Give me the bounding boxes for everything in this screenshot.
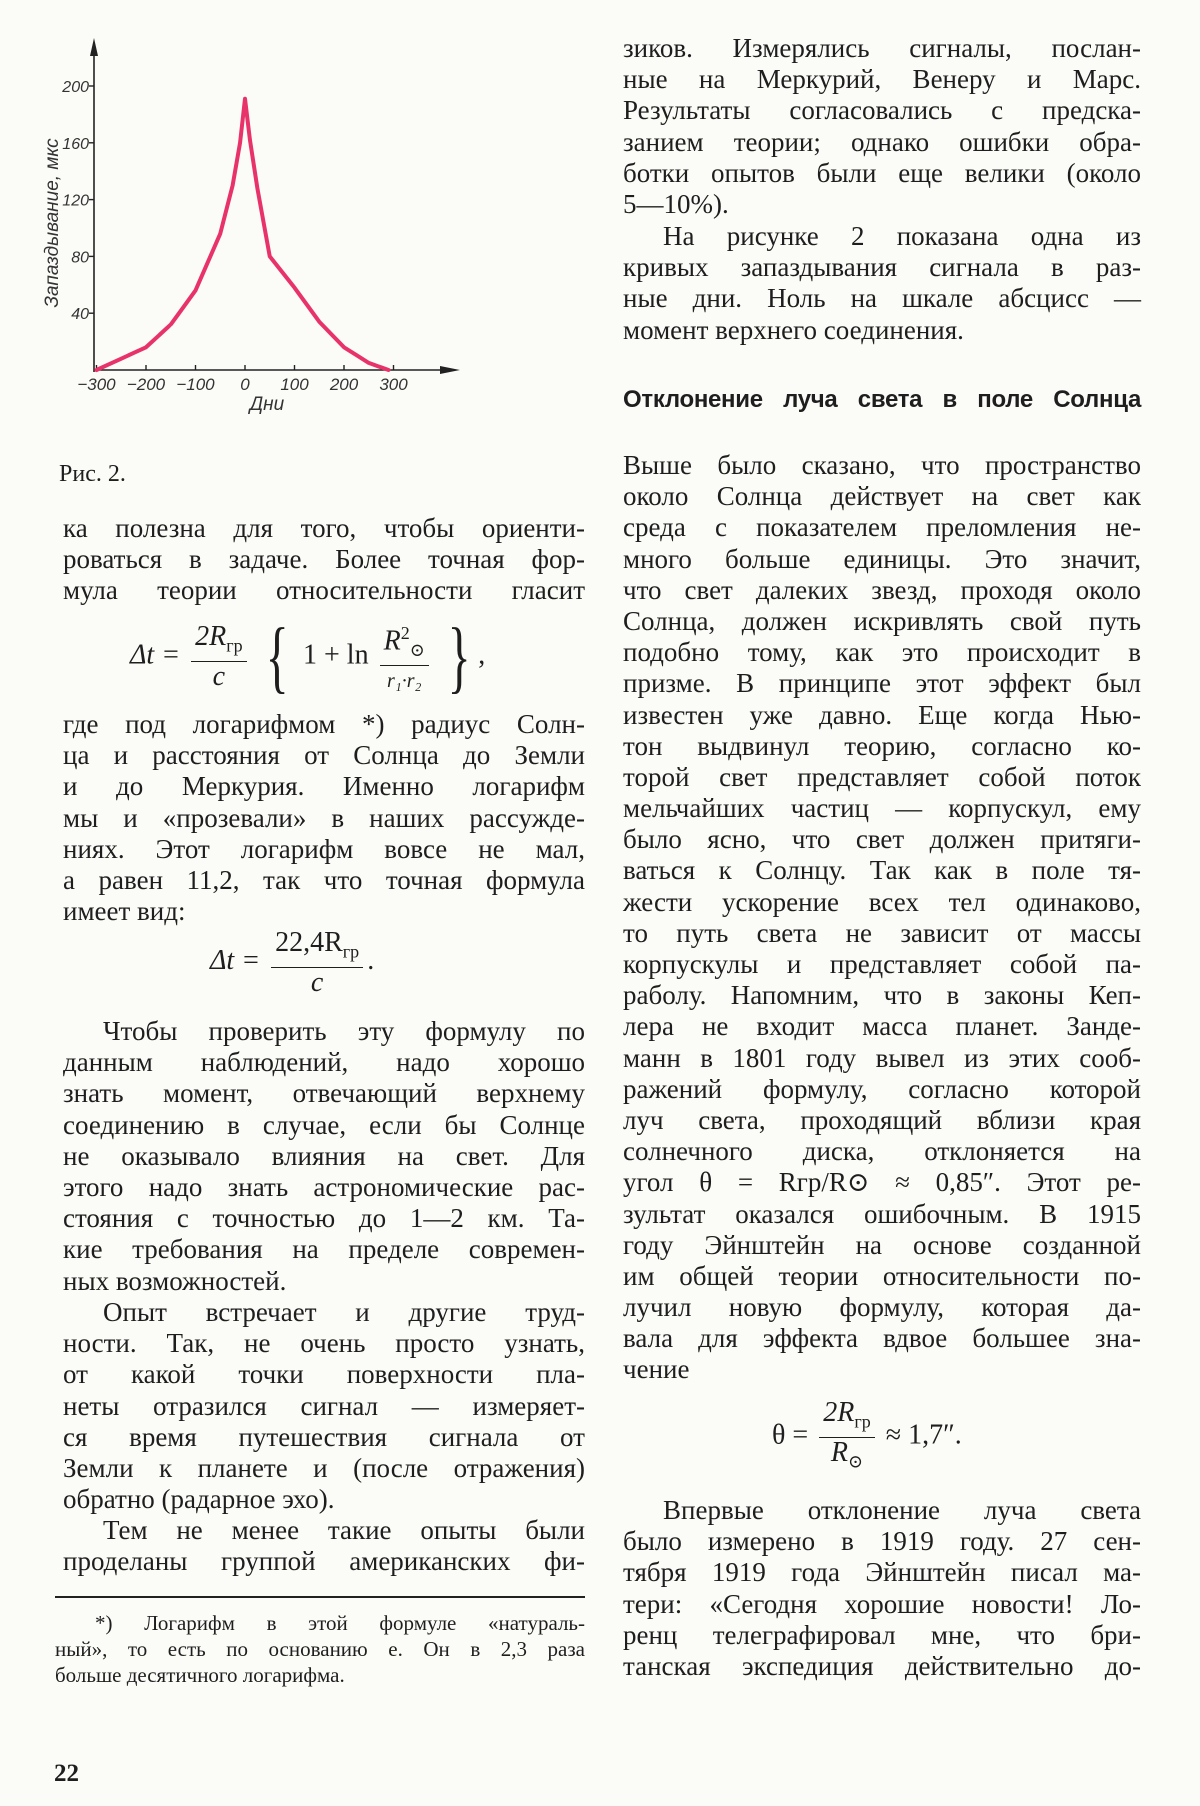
text-line: момент верхнего соединения. [623, 314, 964, 345]
delay-curve [97, 99, 389, 370]
text-line: мельчайших частиц — корпускул, ему [623, 793, 1141, 824]
formula-tail: , [478, 639, 486, 671]
text-line: мула теории относительности гласит [63, 575, 585, 606]
text-line: среда с показателем преломления не- [623, 512, 1141, 543]
text-line: около Солнца действует на свет как [623, 481, 1141, 512]
text-line: стояния с точностью до 1—2 км. Та- [63, 1203, 585, 1234]
text-line: кие требования на пределе современ- [63, 1234, 585, 1265]
text-line: роваться в задаче. Более точная фор- [63, 544, 585, 575]
y-tick-label: 40 [71, 306, 89, 324]
text-line: обратно (радарное эхо). [63, 1484, 335, 1515]
footnote [55, 1610, 585, 1688]
text-line: было ясно, что свет должен притяги- [623, 824, 1141, 855]
y-axis-arrow-icon [90, 38, 98, 56]
formula-lhs: Δt = [210, 945, 261, 977]
x-tick-label: 100 [280, 375, 309, 394]
text-line: мы и «прозевали» в наших рассужде- [63, 802, 585, 833]
text-line: корпускулы и представляет собой па- [623, 949, 1141, 979]
footnote-line: больше десятичного логарифма. [55, 1663, 345, 1687]
text-line: известен уже давно. Еще когда Нью- [623, 699, 1141, 730]
text-line: Опыт встречает и другие труд- [103, 1297, 585, 1327]
left-paragraph-5 [63, 1515, 585, 1577]
text-line: ботки опытов были еще велики (около [623, 157, 1141, 188]
text-line: где под логарифмом *) радиус Солн- [63, 709, 585, 739]
text-line: занием теории; однако ошибки обра- [623, 126, 1141, 157]
text-line: луч света, проходящий вблизи края [623, 1104, 1141, 1135]
x-axis-label: Дни [249, 394, 285, 415]
formula-deflection [772, 1398, 962, 1476]
text-line: неты отразился сигнал — измеряет- [63, 1390, 585, 1421]
text-line: данным наблюдений, надо хорошо [63, 1047, 585, 1078]
inner-numerator: R [383, 625, 401, 657]
text-line: то путь света не зависит от массы [623, 917, 1141, 948]
text-line: подобно тому, как это происходит в [623, 637, 1141, 668]
numerator: 2R [823, 1397, 855, 1428]
text-line: много больше единицы. Это значит, [623, 543, 1141, 574]
text-line: 5—10%). [623, 188, 729, 219]
text-line: На рисунке 2 показана одна из [663, 221, 1141, 251]
x-tick-label: −300 [77, 375, 116, 394]
text-line: призме. В принципе этот эффект был [623, 668, 1141, 699]
text-line: этого надо знать астрономические рас- [63, 1171, 585, 1202]
x-tick-label: −100 [176, 375, 215, 394]
right-paragraph-4 [623, 1495, 1141, 1682]
left-paragraph-3 [63, 1016, 585, 1297]
numerator: 22,4R [275, 927, 343, 958]
formula-lhs: Δt = [130, 639, 181, 671]
y-tick-label: 160 [62, 135, 89, 153]
text-line: тон выдвинул теорию, согласно ко- [623, 730, 1141, 761]
text-line: Солнца, должен искривлять свой путь [623, 605, 1141, 636]
inner-sup: 2 [400, 623, 410, 643]
numerator-sub: гр [854, 1411, 871, 1432]
left-paragraph-2 [63, 709, 585, 927]
text-line: чение [623, 1354, 690, 1385]
numerator-sub: гр [342, 941, 360, 962]
one-plus-ln: 1 + ln [303, 639, 369, 671]
y-tick-label: 120 [62, 192, 89, 210]
text-line: тября 1919 года Эйнштейн писал ма- [623, 1557, 1141, 1588]
text-line: Чтобы проверить эту формулу по [103, 1016, 585, 1046]
text-line: манн в 1801 году вывел из этих сооб- [623, 1042, 1141, 1073]
footnote-divider [55, 1596, 585, 1598]
text-line: тери: «Сегодня хорошие новости! Ло- [623, 1588, 1141, 1619]
text-line: ренц телеграфировал мне, что бри- [623, 1619, 1141, 1650]
x-tick-label: 200 [329, 375, 359, 394]
denominator-sub: ⊙ [847, 1451, 864, 1472]
footnote-line: ный», то есть по основанию e. Он в 2,3 раза [55, 1637, 585, 1661]
text-line: зиков. Измерялись сигналы, послан- [623, 33, 1141, 63]
x-tick-label: 0 [240, 375, 250, 394]
text-line: было измерено в 1919 году. 27 сен- [623, 1526, 1141, 1557]
text-line: Тем не менее такие опыты были [103, 1515, 585, 1545]
text-line: ниях. Этот логарифм вовсе не мал, [63, 833, 585, 864]
text-line: лучил новую формулу, которая да- [623, 1292, 1141, 1323]
y-axis-label: Запаздывание, мкс [42, 138, 63, 308]
text-line: соединению в случае, если бы Солнце [63, 1109, 585, 1140]
denominator: c [212, 660, 226, 692]
text-line: знать момент, отвечающий верхнему [63, 1078, 585, 1109]
text-line: ные дни. Ноль на шкале абсцисс — [623, 283, 1141, 314]
formula-tail: ≈ 1,7″. [885, 1419, 962, 1451]
text-line: ся время путешествия сигнала от [63, 1421, 585, 1452]
text-line: и до Меркурия. Именно логарифм [63, 771, 585, 802]
text-line: жести ускорение всех тел одинаково, [623, 886, 1141, 917]
text-line: не оказывало влияния на свет. Для [63, 1140, 585, 1171]
x-tick-label: −200 [126, 375, 166, 394]
section-heading: Отклонение луча света в поле Солнца [623, 386, 1141, 413]
text-line: ражений формулу, согласно которой [623, 1073, 1141, 1104]
text-line: им общей теории относительности по- [623, 1260, 1141, 1291]
text-line: что свет далеких звезд, проходя около [623, 574, 1141, 605]
y-tick-label: 80 [71, 249, 89, 267]
text-line: ных возможностей. [63, 1265, 287, 1296]
denominator: R [830, 1436, 848, 1468]
text-line: Результаты согласовались с предска- [623, 95, 1141, 126]
formula-delay-exact: Δt = $\frac{2R_{гр}}{c}$ { 1 + ln $\frac{R^2_⊙}{\text{r₁·r₂}}$ } , [130, 612, 486, 701]
text-line: от какой точки поверхности пла- [63, 1359, 585, 1390]
denominator: c [310, 966, 324, 998]
delay-chart [0, 0, 480, 430]
text-line: лера не входит масса планет. Занде- [623, 1011, 1141, 1042]
text-line: вала для эффекта вдвое большее зна- [623, 1323, 1141, 1354]
right-paragraph-2 [623, 221, 1141, 346]
text-line: кривых запаздывания сигнала в раз- [623, 252, 1141, 283]
formula-tail: . [367, 945, 375, 977]
text-line: Впервые отклонение луча света [663, 1495, 1141, 1525]
text-line: ца и расстояния от Солнца до Земли [63, 740, 585, 771]
right-paragraph-1 [623, 33, 1141, 220]
text-line: году Эйнштейн на основе созданной [623, 1229, 1141, 1260]
numerator-sub: гр [226, 635, 243, 656]
numerator: 2R [195, 621, 227, 653]
text-line: Земли к планете и (после отражения) [63, 1452, 585, 1483]
text-line: ности. Так, не очень просто узнать, [63, 1328, 585, 1359]
text-line: ка полезна для того, чтобы ориенти- [63, 513, 585, 543]
x-tick-label: 300 [379, 375, 408, 394]
text-line: а равен 11,2, так что точная формула [63, 864, 585, 895]
left-paragraph-1 [63, 513, 585, 607]
footnote-line: *) Логарифм в этой формуле «натураль- [95, 1611, 585, 1635]
text-line: угол θ = Rгр/R⊙ ≈ 0,85″. Этот ре- [623, 1167, 1141, 1198]
text-line: Выше было сказано, что пространство [623, 450, 1141, 480]
formula-lhs: θ = [772, 1419, 809, 1451]
text-line: раболу. Напомним, что в законы Кеп- [623, 980, 1141, 1011]
text-line: торой свет представляет собой поток [623, 761, 1141, 792]
figure-caption: Рис. 2. [59, 461, 126, 487]
y-tick-label: 200 [62, 79, 89, 96]
text-line: имеет вид: [63, 896, 186, 927]
right-paragraph-3 [623, 450, 1141, 1386]
inner-sub: ⊙ [409, 639, 425, 660]
text-line: ные на Меркурий, Венеру и Марс. [623, 64, 1141, 95]
text-line: солнечного диска, отклоняется на [623, 1136, 1141, 1167]
text-line: ваться к Солнцу. Так как в поле тя- [623, 855, 1141, 886]
page-number: 22 [54, 1760, 79, 1787]
left-paragraph-4 [63, 1297, 585, 1515]
text-line: проделаны группой американских фи- [63, 1546, 585, 1577]
formula-delay-numeric [210, 928, 374, 998]
text-line: зультат оказался ошибочным. В 1915 [623, 1198, 1141, 1229]
inner-denominator: r₁·r₂ [386, 669, 422, 692]
x-axis-arrow-icon [440, 366, 460, 374]
text-line: танская экспедиция действительно до- [623, 1650, 1141, 1681]
